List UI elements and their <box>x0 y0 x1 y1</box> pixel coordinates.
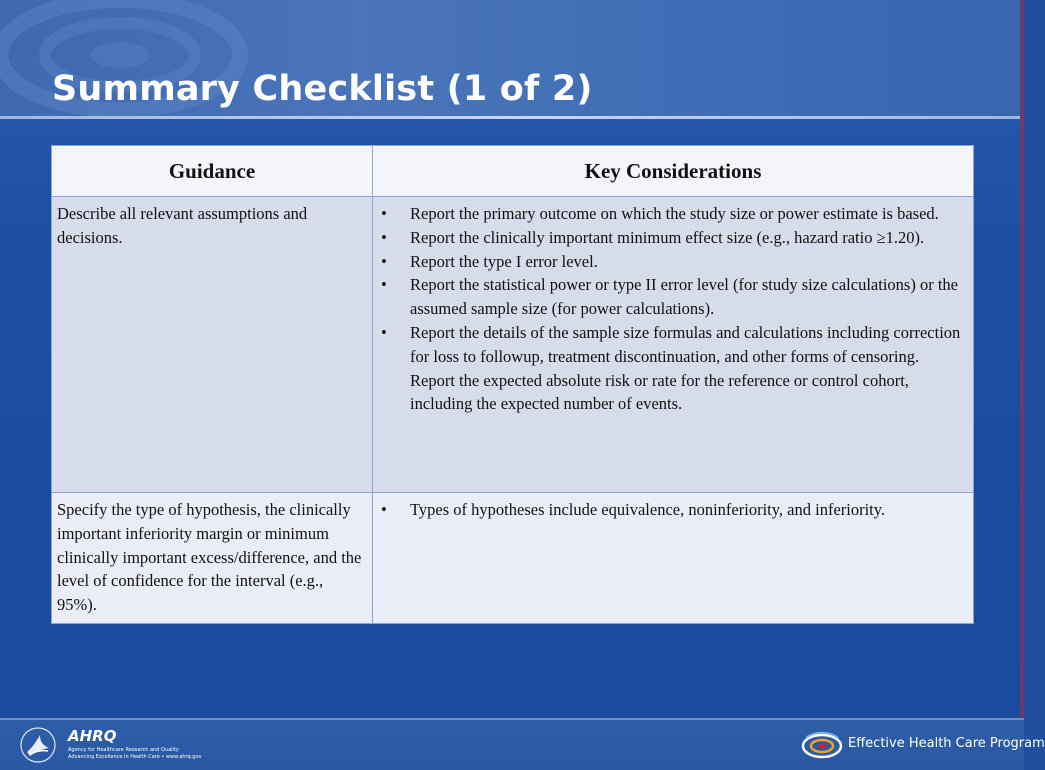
ahrq-tagline-line-2: Advancing Excellence in Health Care • www.ahrq.gov <box>68 754 202 760</box>
guidance-cell: Specify the type of hypothesis, the clinically important inferiority margin or minimum clinically important excess/difference, and the level of confidence for the interval (e.g., 95%). <box>52 493 373 624</box>
list-item: • Report the primary outcome on which the study size or power estimate is based. <box>378 202 967 226</box>
list-item: • Report the type I error level. <box>378 250 967 274</box>
ahrq-logo-text: AHRQ <box>68 727 117 745</box>
list-item: • Report the details of the sample size formulas and calculations including correction for loss to followup, treatment discontinuation, and other forms of censoring. Report the expected absolute risk or rate for the reference or control cohort, including the expected number of events. <box>378 321 967 416</box>
hhs-eagle-logo-icon <box>18 726 58 764</box>
considerations-list <box>378 498 967 522</box>
page-title: Summary Checklist (1 of 2) <box>52 69 593 109</box>
ahrq-tagline <box>68 747 201 761</box>
list-item: • Report the statistical power or type II error level (for study size calculations) or the assumed sample size (for power calculations). <box>378 273 967 321</box>
considerations-list <box>378 202 967 416</box>
header-band <box>0 0 1024 118</box>
considerations-cell <box>373 197 974 493</box>
checklist-table <box>51 145 974 624</box>
header-divider <box>0 116 1024 119</box>
effective-health-care-program-label: Effective Health Care Program <box>848 736 1045 751</box>
effective-health-care-swirl-icon <box>800 728 844 762</box>
ahrq-tagline-line-1: Agency for Healthcare Research and Quality <box>68 747 179 753</box>
column-header-key-considerations: Key Considerations <box>373 146 974 197</box>
right-edge-stripe <box>1020 0 1024 768</box>
considerations-cell <box>373 493 974 624</box>
list-item: • Types of hypotheses include equivalence, noninferiority, and inferiority. <box>378 498 967 522</box>
table-header-row <box>52 146 974 197</box>
table-row <box>52 197 974 493</box>
column-header-guidance: Guidance <box>52 146 373 197</box>
footer-band <box>0 718 1045 770</box>
list-item: • Report the clinically important minimum effect size (e.g., hazard ratio ≥1.20). <box>378 226 967 250</box>
guidance-cell: Describe all relevant assumptions and decisions. <box>52 197 373 493</box>
table-row <box>52 493 974 624</box>
